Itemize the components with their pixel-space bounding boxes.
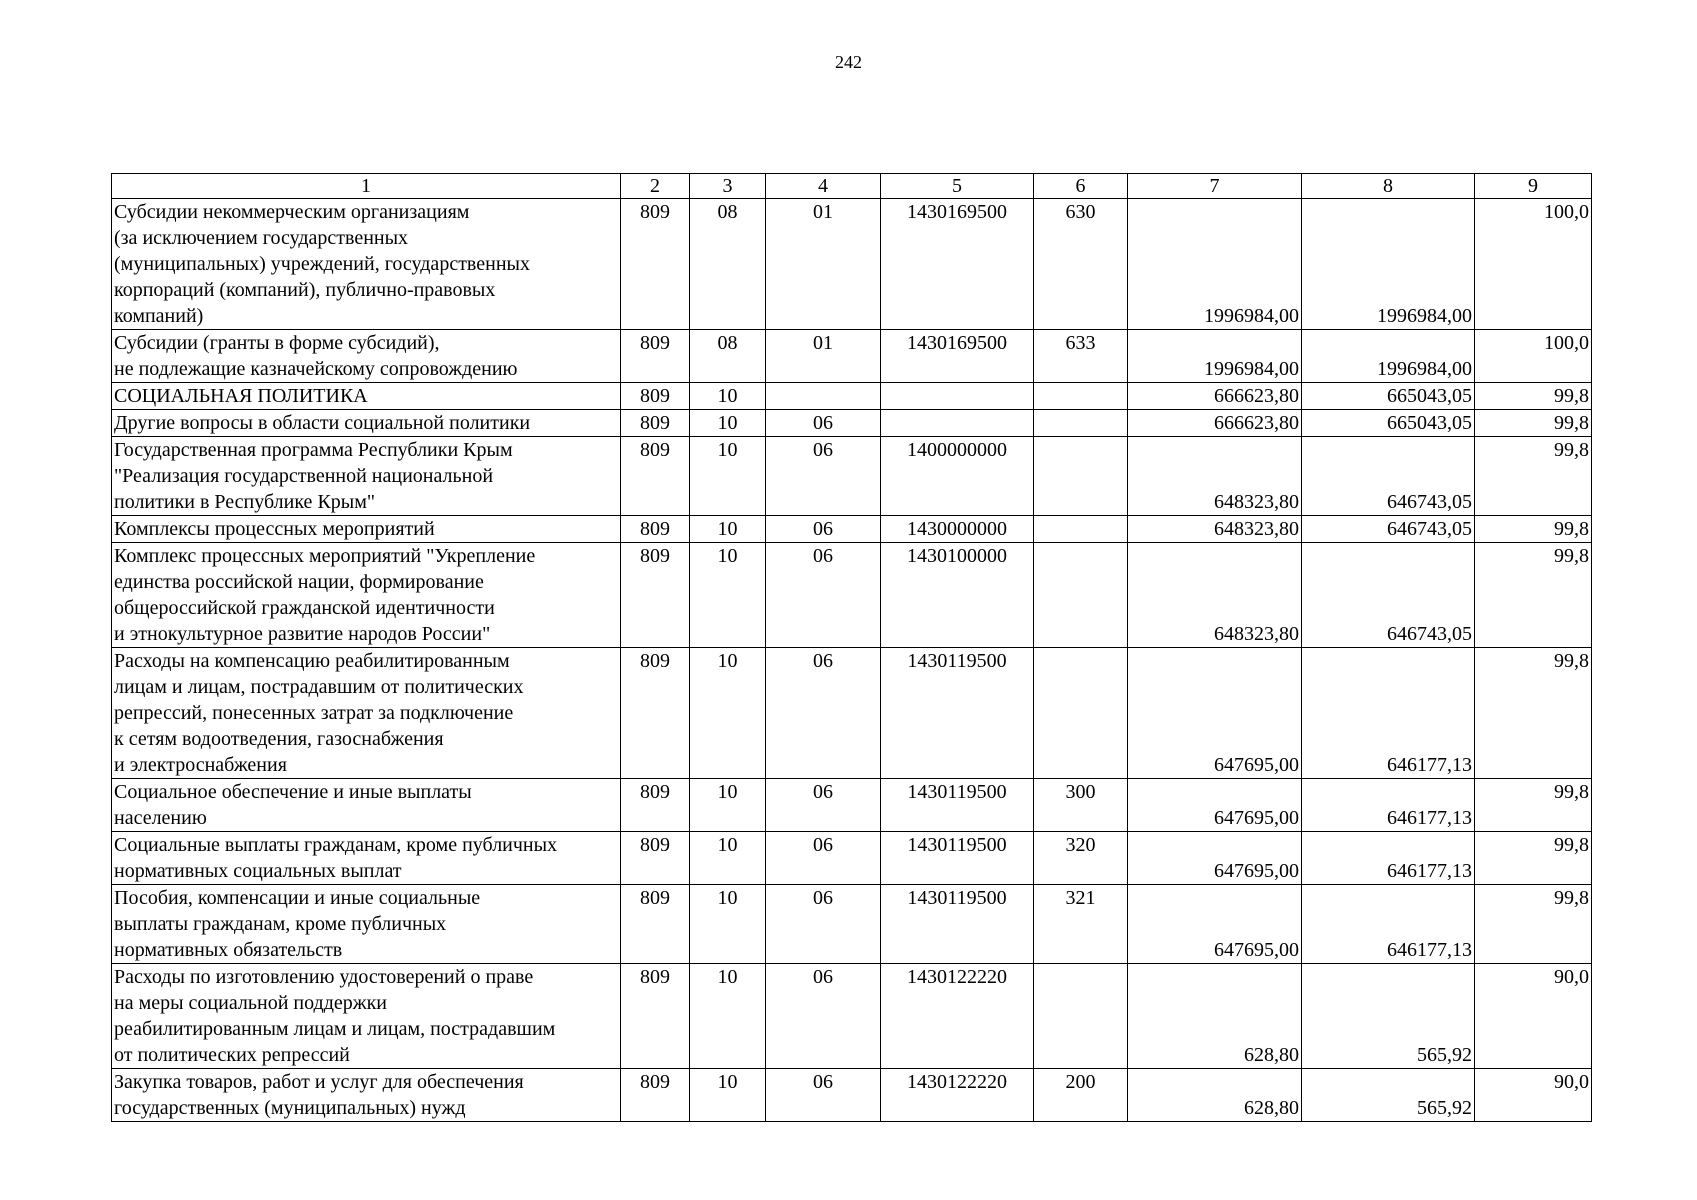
admin-code-cell: 809 [621,964,690,1069]
admin-code-cell: 809 [621,383,690,410]
subsection-code-cell: 06 [766,648,881,779]
planned-amount-cell: 647695,00 [1128,832,1302,885]
planned-amount-cell: 1996984,00 [1128,330,1302,383]
execution-percent-cell: 99,8 [1475,543,1592,648]
item-name-cell: Комплексы процессных мероприятий [112,516,621,543]
section-code-cell: 10 [690,410,766,437]
planned-amount-cell: 1996984,00 [1128,199,1302,330]
executed-amount-cell: 565,92 [1302,1069,1475,1122]
admin-code-cell: 809 [621,516,690,543]
section-code-cell: 10 [690,543,766,648]
execution-percent-cell: 99,8 [1475,516,1592,543]
section-code-cell: 08 [690,330,766,383]
execution-percent-cell: 99,8 [1475,832,1592,885]
subsection-code-cell: 06 [766,516,881,543]
executed-amount-cell: 665043,05 [1302,410,1475,437]
budget-table [111,173,1592,1122]
section-code-cell: 10 [690,964,766,1069]
execution-percent-cell: 90,0 [1475,1069,1592,1122]
admin-code-cell: 809 [621,885,690,964]
target-article-cell: 1430169500 [881,199,1034,330]
subsection-code-cell: 06 [766,437,881,516]
subsection-code-cell: 06 [766,543,881,648]
executed-amount-cell: 565,92 [1302,964,1475,1069]
planned-amount-cell: 647695,00 [1128,885,1302,964]
table-row [112,437,1592,516]
executed-amount-cell: 1996984,00 [1302,330,1475,383]
expense-type-cell [1034,437,1128,516]
table-row [112,648,1592,779]
planned-amount-cell: 666623,80 [1128,410,1302,437]
execution-percent-cell: 90,0 [1475,964,1592,1069]
expense-type-cell: 630 [1034,199,1128,330]
admin-code-cell: 809 [621,648,690,779]
planned-amount-cell: 628,80 [1128,964,1302,1069]
planned-amount-cell: 648323,80 [1128,437,1302,516]
table-body [112,199,1592,1122]
table-row [112,383,1592,410]
target-article-cell: 1400000000 [881,437,1034,516]
admin-code-cell: 809 [621,410,690,437]
header-row [112,174,1592,199]
executed-amount-cell: 646743,05 [1302,543,1475,648]
execution-percent-cell: 100,0 [1475,199,1592,330]
admin-code-cell: 809 [621,543,690,648]
item-name-cell: Пособия, компенсации и иные социальные выплаты гражданам, кроме публичных нормативных обязательств [112,885,621,964]
table-row [112,832,1592,885]
target-article-cell: 1430100000 [881,543,1034,648]
expense-type-cell [1034,543,1128,648]
column-header: 8 [1302,174,1475,199]
item-name-cell: Комплекс процессных мероприятий "Укрепление единства российской нации, формирование общероссийской гражданской идентичности и этнокультурное развитие народов России" [112,543,621,648]
section-code-cell: 10 [690,383,766,410]
planned-amount-cell: 647695,00 [1128,648,1302,779]
column-header: 1 [112,174,621,199]
executed-amount-cell: 646177,13 [1302,832,1475,885]
column-header: 7 [1128,174,1302,199]
subsection-code-cell: 06 [766,832,881,885]
section-code-cell: 10 [690,832,766,885]
admin-code-cell: 809 [621,199,690,330]
subsection-code-cell: 06 [766,885,881,964]
executed-amount-cell: 646177,13 [1302,648,1475,779]
target-article-cell: 1430122220 [881,964,1034,1069]
item-name-cell: СОЦИАЛЬНАЯ ПОЛИТИКА [112,383,621,410]
expense-type-cell: 300 [1034,779,1128,832]
target-article-cell [881,410,1034,437]
section-code-cell: 10 [690,516,766,543]
admin-code-cell: 809 [621,1069,690,1122]
column-header: 2 [621,174,690,199]
subsection-code-cell: 06 [766,964,881,1069]
executed-amount-cell: 646743,05 [1302,516,1475,543]
table-row [112,543,1592,648]
target-article-cell: 1430119500 [881,885,1034,964]
item-name-cell: Государственная программа Республики Крым "Реализация государственной национальной политики в Республике Крым" [112,437,621,516]
table-row [112,1069,1592,1122]
executed-amount-cell: 646177,13 [1302,779,1475,832]
section-code-cell: 10 [690,885,766,964]
executed-amount-cell: 665043,05 [1302,383,1475,410]
admin-code-cell: 809 [621,832,690,885]
item-name-cell: Расходы по изготовлению удостоверений о праве на меры социальной поддержки реабилитированным лицам и лицам, пострадавшим от политических репрессий [112,964,621,1069]
column-header: 9 [1475,174,1592,199]
column-header: 4 [766,174,881,199]
expense-type-cell [1034,410,1128,437]
table-row [112,330,1592,383]
expense-type-cell [1034,964,1128,1069]
section-code-cell: 08 [690,199,766,330]
table-row [112,516,1592,543]
planned-amount-cell: 648323,80 [1128,543,1302,648]
expense-type-cell [1034,516,1128,543]
page-number: 242 [835,52,862,72]
section-code-cell: 10 [690,779,766,832]
admin-code-cell: 809 [621,437,690,516]
section-code-cell: 10 [690,437,766,516]
item-name-cell: Закупка товаров, работ и услуг для обеспечения государственных (муниципальных) нужд [112,1069,621,1122]
subsection-code-cell: 06 [766,779,881,832]
target-article-cell: 1430122220 [881,1069,1034,1122]
executed-amount-cell: 646177,13 [1302,885,1475,964]
target-article-cell: 1430169500 [881,330,1034,383]
target-article-cell: 1430000000 [881,516,1034,543]
table-row [112,779,1592,832]
execution-percent-cell: 99,8 [1475,885,1592,964]
expense-type-cell: 200 [1034,1069,1128,1122]
execution-percent-cell: 99,8 [1475,410,1592,437]
target-article-cell: 1430119500 [881,832,1034,885]
item-name-cell: Социальные выплаты гражданам, кроме публичных нормативных социальных выплат [112,832,621,885]
planned-amount-cell: 648323,80 [1128,516,1302,543]
table-row [112,964,1592,1069]
subsection-code-cell: 01 [766,330,881,383]
planned-amount-cell: 628,80 [1128,1069,1302,1122]
table-row [112,885,1592,964]
subsection-code-cell: 06 [766,1069,881,1122]
table-row [112,199,1592,330]
expense-type-cell: 320 [1034,832,1128,885]
execution-percent-cell: 100,0 [1475,330,1592,383]
table-header [112,174,1592,199]
item-name-cell: Другие вопросы в области социальной политики [112,410,621,437]
execution-percent-cell: 99,8 [1475,437,1592,516]
item-name-cell: Субсидии некоммерческим организациям (за исключением государственных (муниципальных) учреждений, государственных корпораций (компаний), публично-правовых компаний) [112,199,621,330]
target-article-cell: 1430119500 [881,648,1034,779]
target-article-cell: 1430119500 [881,779,1034,832]
subsection-code-cell: 01 [766,199,881,330]
admin-code-cell: 809 [621,330,690,383]
expense-type-cell: 633 [1034,330,1128,383]
expense-type-cell [1034,648,1128,779]
executed-amount-cell: 646743,05 [1302,437,1475,516]
item-name-cell: Социальное обеспечение и иные выплаты населению [112,779,621,832]
subsection-code-cell: 06 [766,410,881,437]
table-row [112,410,1592,437]
execution-percent-cell: 99,8 [1475,779,1592,832]
planned-amount-cell: 647695,00 [1128,779,1302,832]
admin-code-cell: 809 [621,779,690,832]
expense-type-cell [1034,383,1128,410]
executed-amount-cell: 1996984,00 [1302,199,1475,330]
column-header: 6 [1034,174,1128,199]
execution-percent-cell: 99,8 [1475,383,1592,410]
column-header: 3 [690,174,766,199]
expense-type-cell: 321 [1034,885,1128,964]
item-name-cell: Расходы на компенсацию реабилитированным лицам и лицам, пострадавшим от политических репрессий, понесенных затрат за подключение к сетям водоотведения, газоснабжения и электроснабжения [112,648,621,779]
subsection-code-cell [766,383,881,410]
item-name-cell: Субсидии (гранты в форме субсидий), не подлежащие казначейскому сопровождению [112,330,621,383]
execution-percent-cell: 99,8 [1475,648,1592,779]
planned-amount-cell: 666623,80 [1128,383,1302,410]
column-header: 5 [881,174,1034,199]
target-article-cell [881,383,1034,410]
section-code-cell: 10 [690,1069,766,1122]
section-code-cell: 10 [690,648,766,779]
